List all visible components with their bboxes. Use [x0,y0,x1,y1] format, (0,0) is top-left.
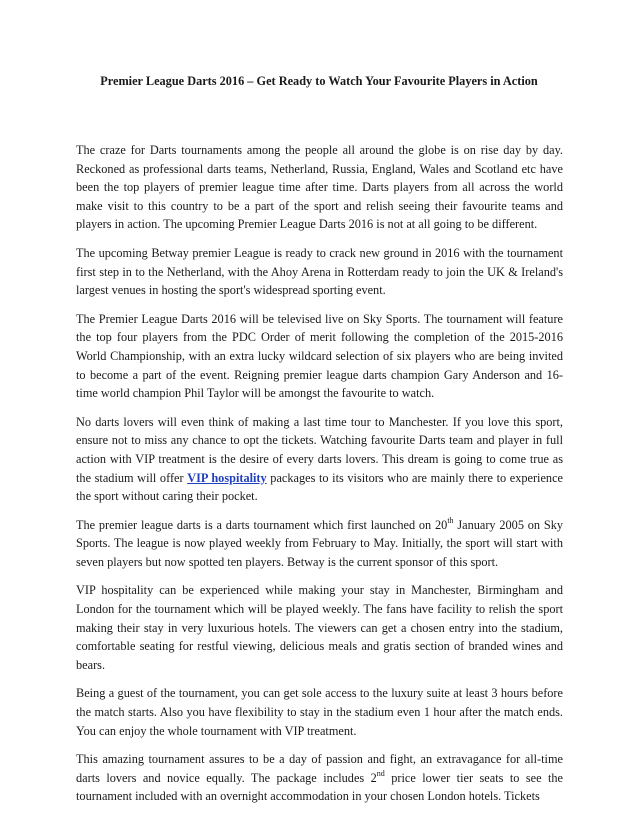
paragraph-history-text-end: January 2005 on Sky Sports. The league is now played weekly from February to May. Initially, the sport will start with seven players but now spotted ten players. Betway is the current sponsor of this sport. [76,517,563,569]
paragraph-vip-experience: VIP hospitality can be experienced while making your stay in Manchester, Birmingham and London for the tournament which will be played weekly. The fans have facility to relish the sport making their stay in very luxurious hotels. The viewers can get a chosen entry into the stadium, comfortable seating for restful viewing, delicious meals and gratis section of branded wines and bears. [76,583,563,672]
paragraph-history [76,516,563,572]
paragraph-betway: The upcoming Betway premier League is ready to crack new ground in 2016 with the tournament first step in to the Netherland, with the Ahoy Arena in Rotterdam ready to join the UK & Ireland's largest venues in hosting the sport's widespread sporting event. [76,245,563,298]
paragraph-package-text-end: price lower tier seats to see the tournament included with an overnight accommodation in your chosen London hotels. Tickets [76,770,564,804]
ordinal-suffix-nd: nd [376,768,385,778]
paragraph-manchester [76,413,563,506]
paragraph-package [76,750,563,806]
paragraph-manchester-text-start: No darts lovers will even think of making a last time tour to Manchester. If you love this sport, ensure not to miss any chance to opt the tickets. Watching favourite Darts team and player in full action with VIP treatment is the desire of every darts lovers. This dream is going to come true as the stadium will offer [76,414,563,485]
document-body [76,141,563,816]
paragraph-sky-sports: The Premier League Darts 2016 will be televised live on Sky Sports. The tournament will feature the top four players from the PDC Order of merit following the completion of the 2015-2016 World Championship, with an extra lucky wildcard selection of six players who are being invited to become a part of the event. Reigning premier league darts champion Gary Anderson and 16-time world champion Phil Taylor will be amongst the favourite to watch. [76,311,563,401]
ordinal-suffix-th: th [447,515,454,525]
paragraph-package-text-start: This amazing tournament assures to be a day of passion and fight, an extravagance for all-time darts lovers and novice equally. The package includes 2 [76,752,563,785]
vip-hospitality-link[interactable]: VIP hospitality [187,470,267,485]
paragraph-guest-access: Being a guest of the tournament, you can get sole access to the luxury suite at least 3 hours before the match starts. Also you have flexibility to stay in the stadium even 1 hour after the match ends. You can enjoy the whole tournament with VIP treatment. [76,686,563,738]
paragraph-history-text-start: The premier league darts is a darts tournament which first launched on 20 [76,517,448,532]
paragraph-manchester-text-end: packages to its visitors who are mainly there to experience the sport without caring their pocket. [76,470,564,504]
paragraph-intro: The craze for Darts tournaments among the people all around the globe is on rise day by day. Reckoned as professional darts teams, Netherland, Russia, England, Wales and Scotland etc have been the top players of premier league time after time. Darts players from all across the world make visit to this country to be a part of the sport and relish seeing their favourite teams and players in action. The upcoming Premier League Darts 2016 is not at all going to be different. [76,143,563,232]
document-title: Premier League Darts 2016 – Get Ready to Watch Your Favourite Players in Action [100,74,538,88]
